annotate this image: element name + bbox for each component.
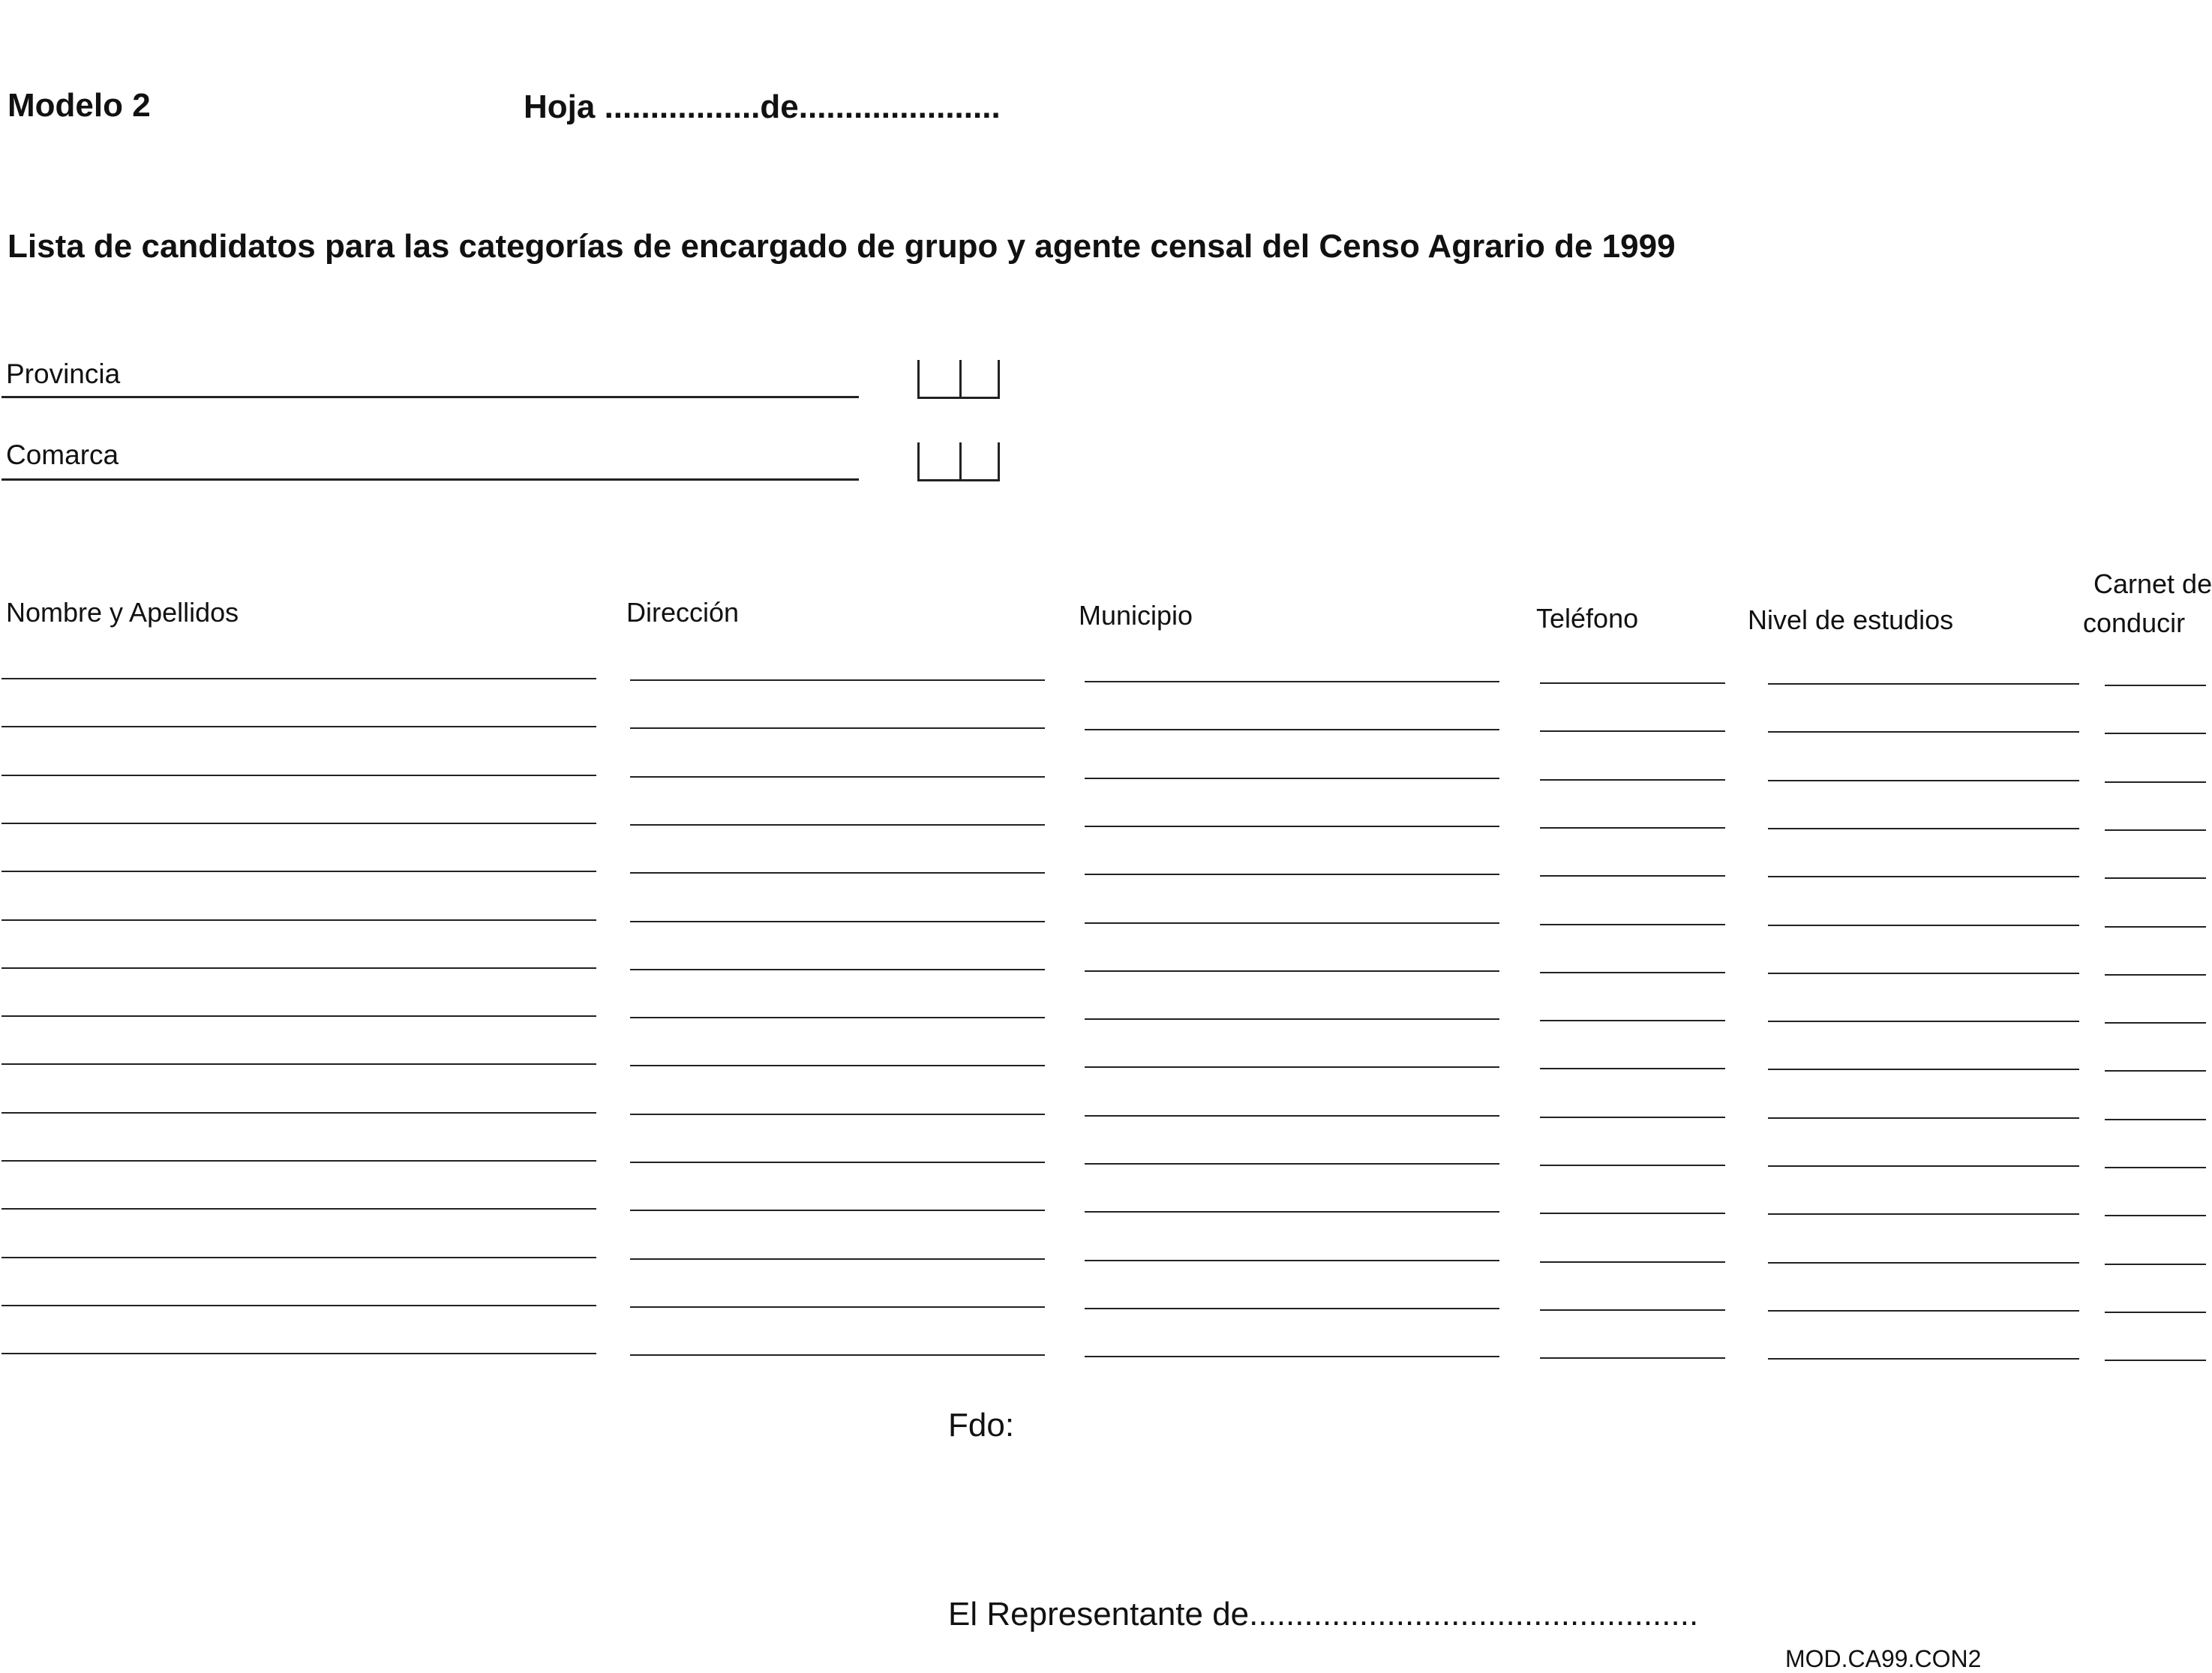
name-entry-line[interactable] bbox=[2, 1063, 596, 1065]
license-entry-line[interactable] bbox=[2105, 781, 2206, 783]
phone-entry-line[interactable] bbox=[1540, 1261, 1725, 1263]
municipality-entry-line[interactable] bbox=[1085, 1308, 1499, 1309]
phone-entry-line[interactable] bbox=[1540, 1020, 1725, 1021]
municipality-entry-line[interactable] bbox=[1085, 729, 1499, 730]
phone-entry-line[interactable] bbox=[1540, 1068, 1725, 1069]
education-entry-line[interactable] bbox=[1768, 1021, 2079, 1022]
license-entry-line[interactable] bbox=[2105, 1119, 2206, 1120]
address-entry-line[interactable] bbox=[630, 1210, 1045, 1211]
phone-entry-line[interactable] bbox=[1540, 1309, 1725, 1311]
license-entry-line[interactable] bbox=[2105, 1215, 2206, 1216]
municipality-entry-line[interactable] bbox=[1085, 1356, 1499, 1357]
municipality-entry-line[interactable] bbox=[1085, 1066, 1499, 1068]
municipality-entry-line[interactable] bbox=[1085, 922, 1499, 924]
education-entry-line[interactable] bbox=[1768, 1358, 2079, 1360]
column-header-license-line1: Carnet de bbox=[2093, 568, 2212, 599]
model-label: Modelo 2 bbox=[8, 87, 151, 124]
phone-entry-line[interactable] bbox=[1540, 924, 1725, 925]
name-entry-line[interactable] bbox=[2, 1257, 596, 1258]
column-header-phone: Teléfono bbox=[1536, 603, 1639, 634]
name-entry-line[interactable] bbox=[2, 1353, 596, 1354]
address-entry-line[interactable] bbox=[630, 776, 1045, 778]
address-entry-line[interactable] bbox=[630, 921, 1045, 922]
address-entry-line[interactable] bbox=[630, 824, 1045, 826]
region-label: Comarca bbox=[6, 439, 119, 470]
name-entry-line[interactable] bbox=[2, 1305, 596, 1306]
name-entry-line[interactable] bbox=[2, 871, 596, 872]
municipality-entry-line[interactable] bbox=[1085, 1115, 1499, 1117]
license-entry-line[interactable] bbox=[2105, 926, 2206, 928]
name-entry-line[interactable] bbox=[2, 1160, 596, 1162]
education-entry-line[interactable] bbox=[1768, 1117, 2079, 1119]
name-entry-line[interactable] bbox=[2, 726, 596, 727]
license-entry-line[interactable] bbox=[2105, 685, 2206, 686]
municipality-entry-line[interactable] bbox=[1085, 1018, 1499, 1020]
municipality-entry-line[interactable] bbox=[1085, 1211, 1499, 1213]
address-entry-line[interactable] bbox=[630, 1354, 1045, 1356]
education-entry-line[interactable] bbox=[1768, 683, 2079, 685]
address-entry-line[interactable] bbox=[630, 1114, 1045, 1115]
education-entry-line[interactable] bbox=[1768, 876, 2079, 877]
license-entry-line[interactable] bbox=[2105, 1360, 2206, 1361]
education-entry-line[interactable] bbox=[1768, 925, 2079, 926]
education-entry-line[interactable] bbox=[1768, 1213, 2079, 1215]
phone-entry-line[interactable] bbox=[1540, 682, 1725, 684]
phone-entry-line[interactable] bbox=[1540, 875, 1725, 877]
education-entry-line[interactable] bbox=[1768, 780, 2079, 781]
address-entry-line[interactable] bbox=[630, 727, 1045, 729]
license-entry-line[interactable] bbox=[2105, 1070, 2206, 1072]
license-entry-line[interactable] bbox=[2105, 974, 2206, 976]
column-header-address: Dirección bbox=[626, 597, 740, 628]
column-header-license-line2: conducir bbox=[2083, 607, 2186, 638]
education-entry-line[interactable] bbox=[1768, 1069, 2079, 1070]
phone-entry-line[interactable] bbox=[1540, 730, 1725, 732]
province-label: Provincia bbox=[6, 358, 121, 389]
license-entry-line[interactable] bbox=[2105, 1312, 2206, 1313]
name-entry-line[interactable] bbox=[2, 1015, 596, 1017]
name-entry-line[interactable] bbox=[2, 967, 596, 969]
phone-entry-line[interactable] bbox=[1540, 1165, 1725, 1166]
municipality-entry-line[interactable] bbox=[1085, 826, 1499, 827]
phone-entry-line[interactable] bbox=[1540, 827, 1725, 829]
license-entry-line[interactable] bbox=[2105, 829, 2206, 831]
phone-entry-line[interactable] bbox=[1540, 779, 1725, 781]
phone-entry-line[interactable] bbox=[1540, 1213, 1725, 1214]
education-entry-line[interactable] bbox=[1768, 1165, 2079, 1167]
phone-entry-line[interactable] bbox=[1540, 1117, 1725, 1118]
address-entry-line[interactable] bbox=[630, 969, 1045, 970]
name-entry-line[interactable] bbox=[2, 1208, 596, 1210]
name-entry-line[interactable] bbox=[2, 775, 596, 776]
address-entry-line[interactable] bbox=[630, 1017, 1045, 1018]
municipality-entry-line[interactable] bbox=[1085, 1163, 1499, 1165]
column-header-municipality: Municipio bbox=[1079, 600, 1193, 631]
license-entry-line[interactable] bbox=[2105, 877, 2206, 879]
license-entry-line[interactable] bbox=[2105, 1167, 2206, 1168]
address-entry-line[interactable] bbox=[630, 1162, 1045, 1163]
region-code-box[interactable] bbox=[917, 442, 1000, 481]
sheet-number-field[interactable]: Hoja .................de...................... bbox=[524, 88, 1001, 125]
signature-label: Fdo: bbox=[948, 1407, 1015, 1444]
name-entry-line[interactable] bbox=[2, 1112, 596, 1114]
name-entry-line[interactable] bbox=[2, 823, 596, 824]
education-entry-line[interactable] bbox=[1768, 828, 2079, 829]
municipality-entry-line[interactable] bbox=[1085, 1260, 1499, 1261]
license-entry-line[interactable] bbox=[2105, 1022, 2206, 1024]
name-entry-line[interactable] bbox=[2, 919, 596, 921]
education-entry-line[interactable] bbox=[1768, 973, 2079, 974]
education-entry-line[interactable] bbox=[1768, 1262, 2079, 1264]
municipality-entry-line[interactable] bbox=[1085, 778, 1499, 779]
education-entry-line[interactable] bbox=[1768, 1310, 2079, 1312]
municipality-entry-line[interactable] bbox=[1085, 874, 1499, 875]
province-input-line[interactable] bbox=[2, 396, 859, 398]
document-title: Lista de candidatos para las categorías de encargado de grupo y agente censal del Censo Agrario de 1999 bbox=[8, 228, 1676, 265]
representative-field[interactable]: El Representante de................................................. bbox=[948, 1596, 1699, 1633]
municipality-entry-line[interactable] bbox=[1085, 681, 1499, 682]
license-entry-line[interactable] bbox=[2105, 733, 2206, 734]
form-code: MOD.CA99.CON2 bbox=[1785, 1645, 1982, 1672]
phone-entry-line[interactable] bbox=[1540, 972, 1725, 973]
education-entry-line[interactable] bbox=[1768, 731, 2079, 733]
address-entry-line[interactable] bbox=[630, 679, 1045, 681]
address-entry-line[interactable] bbox=[630, 1306, 1045, 1308]
municipality-entry-line[interactable] bbox=[1085, 970, 1499, 972]
column-header-education: Nivel de estudios bbox=[1748, 604, 1954, 635]
address-entry-line[interactable] bbox=[630, 872, 1045, 874]
address-entry-line[interactable] bbox=[630, 1258, 1045, 1260]
address-entry-line[interactable] bbox=[630, 1065, 1045, 1066]
license-entry-line[interactable] bbox=[2105, 1264, 2206, 1265]
phone-entry-line[interactable] bbox=[1540, 1357, 1725, 1359]
column-header-name: Nombre y Apellidos bbox=[6, 597, 239, 628]
province-code-box[interactable] bbox=[917, 360, 1000, 399]
name-entry-line[interactable] bbox=[2, 678, 596, 679]
region-input-line[interactable] bbox=[2, 478, 859, 481]
